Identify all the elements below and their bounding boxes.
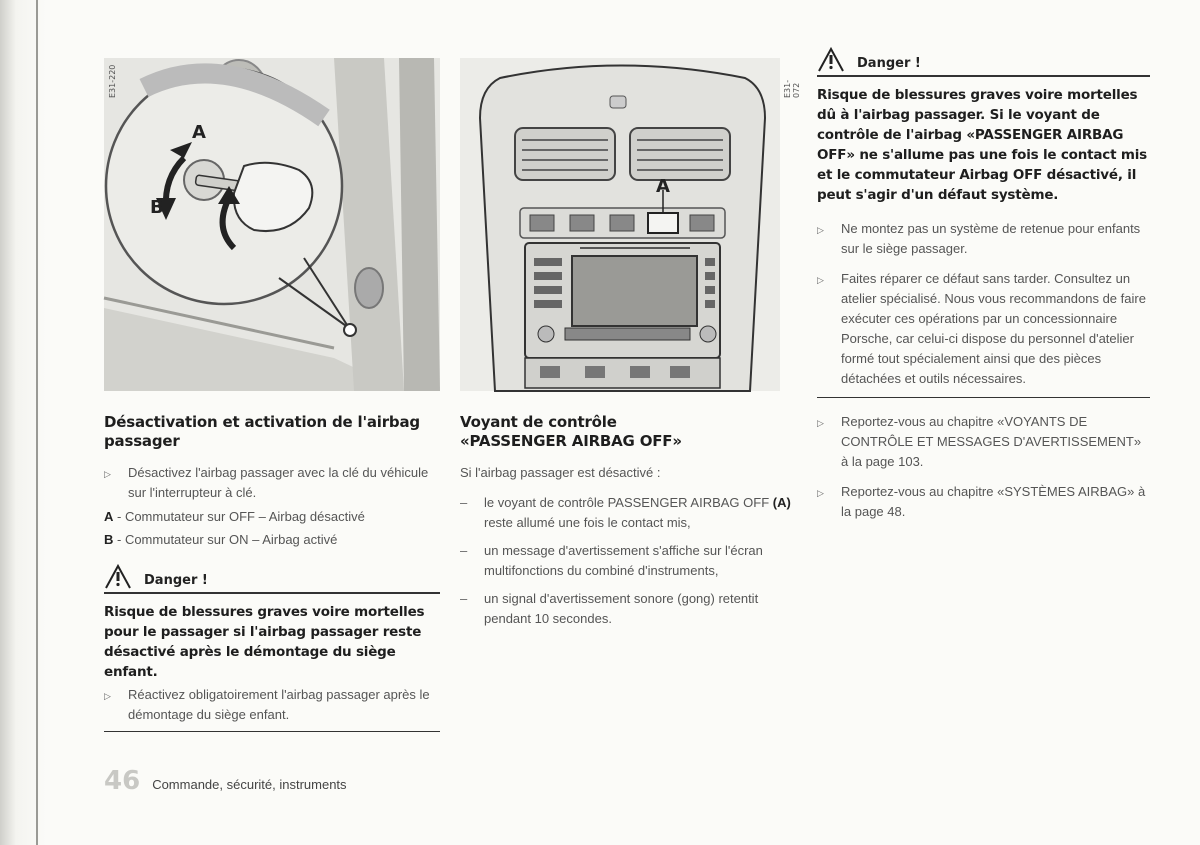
figure-code: E31-072: [783, 79, 801, 98]
legend-key: B: [104, 532, 114, 547]
instruction-text: Faites réparer ce défaut sans tarder. Consultez un atelier spécialisé. Nous vous recommandons de faire exécuter ces opérations par un concessionnaire Porsche, car celui-ci dispose du personnel d'atelier formé tout spécialement ainsi que des pièces détachées et outils nécessaires.: [841, 271, 1146, 386]
list-item: [460, 493, 793, 533]
warning-triangle-icon: [817, 48, 853, 72]
item-text: le voyant de contrôle PASSENGER AIRBAG OFF: [484, 495, 773, 510]
center-console-illustration: [460, 58, 780, 391]
figure-label-a: A: [656, 176, 670, 197]
legend-key: A: [104, 509, 114, 524]
item-text: reste allumé une fois le contact mis,: [484, 515, 691, 530]
page-binding-shadow: [0, 0, 46, 845]
item-text: un message d'avertissement s'affiche sur l'écran multifonctions du combiné d'instruments,: [484, 543, 763, 578]
page-number: 46: [104, 766, 141, 796]
section-heading-indicator: [460, 413, 793, 451]
footer-chapter-title: Commande, sécurité, instruments: [152, 777, 347, 792]
item-key: (A): [772, 495, 791, 510]
legend-text: - Commutateur sur OFF – Airbag désactivé: [113, 509, 365, 524]
column-right: [817, 48, 1150, 522]
warning-triangle-icon: [104, 565, 140, 589]
key-switch-illustration: [104, 58, 440, 391]
section-rule: [817, 397, 1150, 398]
page-footer: [104, 766, 347, 796]
item-text: un signal d'avertissement sonore (gong) retentit pendant 10 secondes.: [484, 591, 759, 626]
danger-header: [817, 48, 1150, 77]
legend-b: [104, 528, 440, 551]
legend-a: [104, 505, 440, 528]
instruction-text: Ne montez pas un système de retenue pour enfants sur le siège passager.: [841, 221, 1141, 256]
figure-center-console: [460, 58, 801, 391]
instruction-repair: [817, 269, 1150, 389]
list-item: [460, 541, 793, 581]
danger-text: Risque de blessures graves voire mortelles pour le passager si l'airbag passager reste désactivé après le démontage du siège enfant.: [104, 604, 425, 680]
heading-line: Voyant de contrôle: [460, 413, 617, 431]
instruction-text: Réactivez obligatoirement l'airbag passager après le démontage du siège enfant.: [128, 687, 430, 722]
instruction-deactivate: [104, 463, 440, 503]
triangle-bullet-icon: ▷: [104, 469, 111, 479]
reference-warning-lights: [817, 412, 1150, 472]
dash-marker: –: [460, 591, 468, 606]
triangle-bullet-icon: ▷: [817, 418, 824, 428]
instruction-text: Reportez-vous au chapitre «SYSTÈMES AIRBAG» à la page 48.: [841, 484, 1146, 519]
list-item: [460, 589, 793, 629]
danger-label: Danger !: [857, 56, 921, 71]
section-rule: [104, 731, 440, 732]
danger-label: Danger !: [144, 573, 208, 588]
figure-airbag-key-switch: [104, 58, 440, 391]
figure-label-b: B: [150, 197, 164, 218]
section-heading-airbag-switch: Désactivation et activation de l'airbag passager: [104, 413, 420, 450]
dash-marker: –: [460, 543, 468, 558]
danger-header: [104, 565, 440, 594]
triangle-bullet-icon: ▷: [104, 691, 111, 701]
column-middle: [460, 58, 801, 629]
instruction-reactivate: [104, 685, 440, 725]
instruction-text: Désactivez l'airbag passager avec la clé du véhicule sur l'interrupteur à clé.: [128, 465, 429, 500]
danger-text: Risque de blessures graves voire mortelles dû à l'airbag passager. Si le voyant de contrôle de l'airbag «PASSENGER AIRBAG OFF» ne s'allume pas une fois le contact mis et le commutateur Airbag OFF désactivé, il peut s'agir d'un défaut système.: [817, 87, 1147, 203]
intro-text: Si l'airbag passager est désactivé :: [460, 465, 661, 480]
page-binding-line: [36, 0, 38, 845]
triangle-bullet-icon: ▷: [817, 488, 824, 498]
figure-code: E31-220: [108, 64, 117, 98]
heading-line: «PASSENGER AIRBAG OFF»: [460, 432, 682, 450]
reference-airbag-systems: [817, 482, 1150, 522]
triangle-bullet-icon: ▷: [817, 225, 824, 235]
column-left: [104, 58, 440, 732]
figure-label-a: A: [192, 122, 206, 143]
triangle-bullet-icon: ▷: [817, 275, 824, 285]
legend-text: - Commutateur sur ON – Airbag activé: [113, 532, 338, 547]
instruction-no-child-seat: [817, 219, 1150, 259]
dash-marker: –: [460, 495, 468, 510]
instruction-text: Reportez-vous au chapitre «VOYANTS DE CONTRÔLE ET MESSAGES D'AVERTISSEMENT» à la page 103.: [841, 414, 1142, 469]
